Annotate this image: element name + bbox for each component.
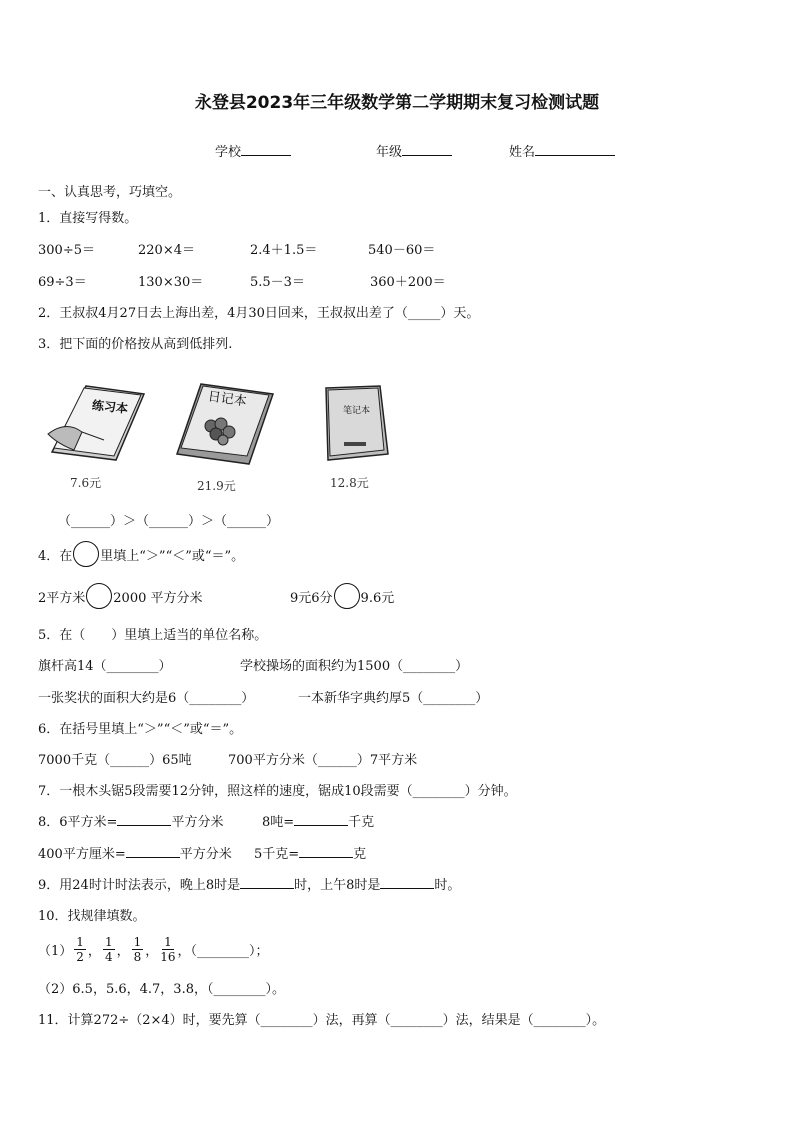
q8-item-b (262, 811, 374, 830)
q4-a-right: 2000 平方分米 (113, 590, 203, 606)
grade-blank[interactable] (402, 143, 452, 156)
name-field (509, 141, 615, 160)
fraction-4: $\frac{1}{16}$ (160, 934, 176, 964)
fraction-3: $\frac{1}{8}$ (133, 934, 142, 964)
school-field (215, 141, 291, 160)
grade-field (376, 141, 452, 160)
notebook-price: 12.8元 (330, 476, 369, 490)
q3-order-line[interactable]: （______）＞（______）＞（______） (58, 514, 280, 529)
exercise-book-price: 7.6元 (70, 476, 102, 490)
q4-b-right: 9.6元 (360, 590, 395, 606)
q8-a1: 8．6平方米= (38, 815, 118, 830)
school-label: 学校 (215, 145, 242, 160)
q1-r2-c1: 69÷3＝ (38, 275, 87, 290)
q4-b-circle[interactable] (334, 583, 360, 609)
q7-text: 7．一根木头锯5段需要12分钟，照这样的速度，锯成10段需要（________）分钟。 (38, 784, 517, 799)
q8-a2: 平方分米 (171, 815, 224, 830)
q8-line1 (38, 811, 223, 830)
q10-line1-tail[interactable]: ，（________）； (177, 943, 269, 959)
q8-b1: 8吨= (262, 815, 295, 830)
q8-line2 (38, 843, 232, 862)
q1-title: 1．直接写得数。 (38, 211, 138, 226)
notebook-cover-label: 笔记本 (343, 406, 371, 416)
school-blank[interactable] (241, 143, 291, 156)
q6-b[interactable]: 700平方分米（______）7平方米 (228, 753, 418, 768)
q8-item-d (254, 843, 366, 862)
q5-a[interactable]: 旗杆高14（________） (38, 659, 172, 674)
q4-item-a (38, 583, 203, 609)
name-blank[interactable] (535, 143, 615, 156)
q6-a[interactable]: 7000千克（______）65吨 (38, 753, 192, 768)
fraction-2: $\frac{1}{4}$ (104, 934, 113, 964)
q3-title: 3．把下面的价格按从高到低排列. (38, 337, 233, 352)
q10-line1-label: （1） (38, 943, 73, 959)
q8-d1: 5千克= (254, 847, 300, 862)
q11-text[interactable]: 11．计算272÷（2×4）时，要先算（________）法，再算（________）法，结果是（________）。 (38, 1013, 606, 1028)
grade-label: 年级 (376, 145, 403, 160)
fraction-1: $\frac{1}{2}$ (76, 934, 84, 964)
q1-r1-c1: 300÷5＝ (38, 243, 95, 258)
q8-c2: 平方分米 (179, 847, 232, 862)
q5-title: 5．在（ ）里填上适当的单位名称。 (38, 628, 268, 643)
q6-title: 6．在括号里填上“＞”“＜”或“＝”。 (38, 722, 243, 737)
q8-b-blank[interactable] (294, 813, 348, 826)
q10-line1: （1） $\frac{1}{2}$ ， $\frac{1}{4}$ ， $\frac{1}{8}$ ， $\frac{1}{16}$ ，（________）； (38, 934, 269, 964)
q10-line2[interactable]: （2）6.5，5.6，4.7，3.8，（________）。 (38, 982, 285, 997)
q1-r1-c4: 540－60＝ (368, 243, 436, 258)
compare-circle-icon (73, 541, 99, 567)
q9-p2: 时，上午8时是 (294, 878, 381, 893)
q1-r2-c3: 5.5－3＝ (250, 275, 305, 290)
diary-cover-label: 日记本 (206, 389, 248, 410)
q9-p3: 时。 (434, 878, 461, 893)
q8-c1: 400平方厘米= (38, 847, 126, 862)
q1-r2-c4: 360＋200＝ (370, 275, 446, 290)
q4-a-left: 2平方米 (38, 590, 86, 606)
q8-a-blank[interactable] (117, 813, 171, 826)
page-title: 永登县2023年三年级数学第二学期期末复习检测试题 (194, 93, 600, 113)
q9-text (38, 874, 460, 893)
q4-b-left: 9元6分 (290, 590, 333, 606)
q4-item-b (290, 583, 394, 609)
q8-d-blank[interactable] (299, 845, 353, 858)
q5-c[interactable]: 一张奖状的面积大约是6（________） (38, 691, 255, 706)
q8-c-blank[interactable] (126, 845, 180, 858)
q1-r2-c2: 130×30＝ (138, 275, 204, 290)
section-1-heading: 一、认真思考，巧填空。 (38, 185, 182, 200)
q2-text: 2．王叔叔4月27日去上海出差，4月30日回来，王叔叔出差了（_____）天。 (38, 306, 480, 321)
q8-b2: 千克 (348, 815, 375, 830)
exercise-book-cover-label: 练习本 (91, 398, 129, 416)
q4-title (38, 541, 244, 567)
q9-blank-1[interactable] (240, 876, 294, 889)
q8-d2: 克 (353, 847, 367, 862)
q10-title: 10．找规律填数。 (38, 909, 146, 924)
q4-title-post: 里填上“＞”“＜”或“＝”。 (100, 548, 245, 564)
q1-r1-c2: 220×4＝ (138, 243, 195, 258)
notebook-icon (320, 384, 392, 462)
q4-a-circle[interactable] (86, 583, 112, 609)
q9-p1: 9．用24时计时法表示，晚上8时是 (38, 878, 241, 893)
q5-d[interactable]: 一本新华字典约厚5（________） (298, 691, 489, 706)
q1-r1-c3: 2.4＋1.5＝ (250, 243, 318, 258)
q4-title-pre: 4．在 (38, 548, 73, 564)
q9-blank-2[interactable] (380, 876, 434, 889)
q5-b[interactable]: 学校操场的面积约为1500（________） (240, 659, 469, 674)
name-label: 姓名 (509, 145, 536, 160)
diary-price: 21.9元 (197, 479, 236, 493)
